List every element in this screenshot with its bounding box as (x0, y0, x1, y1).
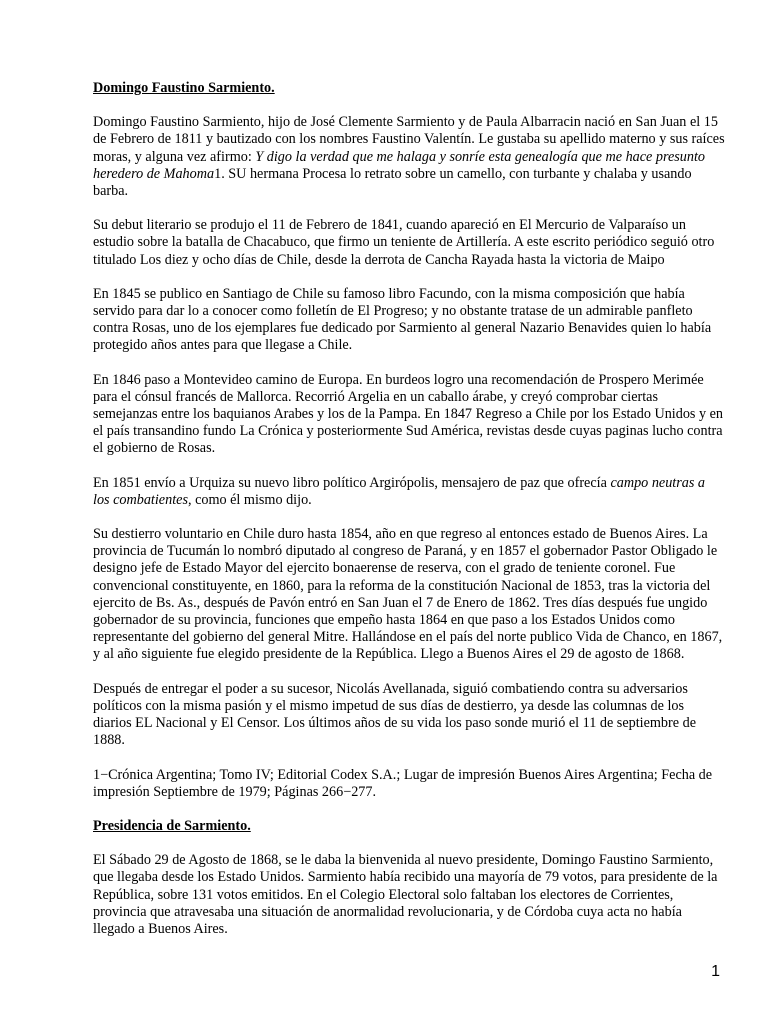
section-heading-presidencia: Presidencia de Sarmiento. (93, 817, 251, 834)
paragraph-text: , como él mismo dijo. (187, 491, 312, 508)
paragraph-text: 1. SU hermana Procesa lo retrato sobre un camello, con turbante y chalaba y usando barba. (93, 165, 692, 200)
quote-italic: campo neutras a los combatientes (93, 474, 706, 508)
document-page (93, 80, 725, 955)
paragraph-europe-travel: En 1846 paso a Montevideo camino de Europa. En burdeos logro una recomendación de Prospero Merimée para el cónsul francés de Mallorca. Recorrió Argelia en un caballo árabe, y creyó comprobar ciertas semejanzas entre los baquianos Arabes y los de la Pampa. En 1847 Regreso a Chile por los Estado Unidos y en el país transandino fundo La Crónica y posteriormente Sud América, revistas desde cuyas paginas lucho contra el gobierno de Rosas. (93, 371, 724, 457)
footnote: 1−Crónica Argentina; Tomo IV; Editorial Codex S.A.; Lugar de impresión Buenos Aires Argentina; Fecha de impresión Septiembre de 1979; Páginas 266−277. (93, 766, 713, 800)
paragraph-biography-intro (93, 114, 725, 200)
paragraph-later-years: Después de entregar el poder a su sucesor, Nicolás Avellanada, siguió combatiendo contra su adversarios políticos con la misma pasión y el mismo impetud de sus días de destierro, ya desde las columnas de los diarios EL Nacional y El Censor. Los últimos años de su vida los paso sonde murió el 11 de septiembre de 1888. (93, 680, 696, 749)
paragraph-presidency: El Sábado 29 de Agosto de 1868, se le daba la bienvenida al nuevo presidente, Domingo Faustino Sarmiento, que llegaba desde los Estado Unidos. Sarmiento había recibido una mayoría de 79 votos, para presidente de la República, sobre 131 votos emitidos. En el Colegio Electoral solo faltaban los electores de Corrientes, provincia que atravesaba una situación de anormalidad revolucionaria, y de Córdoba cuya acta no había llegado a Buenos Aires. (93, 852, 718, 937)
paragraph-argiropolis (93, 475, 725, 509)
paragraph-facundo: En 1845 se publico en Santiago de Chile su famoso libro Facundo, con la misma composición que había servido para dar lo a conocer como folletín de El Progreso; y no obstante tratase de un admirable panfleto contra Rosas, uno de los ejemplares fue dedicado por Sarmiento al general Nazario Benavides quien lo había protegido años antes para que llegase a Chile. (93, 285, 712, 354)
paragraph-text: En 1851 envío a Urquiza su nuevo libro político Argirópolis, mensajero de paz que ofrecía (93, 474, 611, 491)
section-heading-sarmiento: Domingo Faustino Sarmiento. (93, 80, 275, 96)
page-number: 1 (711, 963, 720, 980)
paragraph-text: Domingo Faustino Sarmiento, hijo de José Clemente Sarmiento y de Paula Albarracin nació en San Juan el 15 de Febrero de 1811 y bautizado con los nombres Faustino Valentín. Le gustaba su apellido materno y sus raíces moras, y alguna vez afirmo: (93, 114, 725, 165)
quote-italic: Y digo la verdad que me halaga y sonríe esta genealogía que me hace presunto heredero de Mahoma (93, 148, 706, 182)
paragraph-literary-debut: Su debut literario se produjo el 11 de Febrero de 1841, cuando apareció en El Mercurio de Valparaíso un estudio sobre la batalla de Chacabuco, que firmo un teniente de Artillería. A este escrito periódico seguió otro titulado Los diez y ocho días de Chile, desde la derrota de Cancha Rayada hasta la victoria de Maipo (93, 217, 715, 268)
paragraph-exile-career: Su destierro voluntario en Chile duro hasta 1854, año en que regreso al entonces estado de Buenos Aires. La provincia de Tucumán lo nombró diputado al congreso de Paraná, y en 1857 el gobernador Pastor Obligado le designo jefe de Estado Mayor del ejercito bonaerense de reserva, con el grado de teniente coronel. Fue convencional constituyente, en 1860, para la reforma de la constitución Nacional de 1853, tras la victoria del ejercito de Bs. As., después de Pavón entró en San Juan el 7 de Enero de 1862. Tres días después fue ungido gobernador de su provincia, funciones que empeño hasta 1864 en que paso a los Estados Unidos como representante del gobierno del general Mitre. Hallándose en el país del norte publico Vida de Chanco, en 1867, y al año siguiente fue elegido presidente de la República. Llego a Buenos Aires el 29 de agosto de 1868. (93, 526, 723, 663)
